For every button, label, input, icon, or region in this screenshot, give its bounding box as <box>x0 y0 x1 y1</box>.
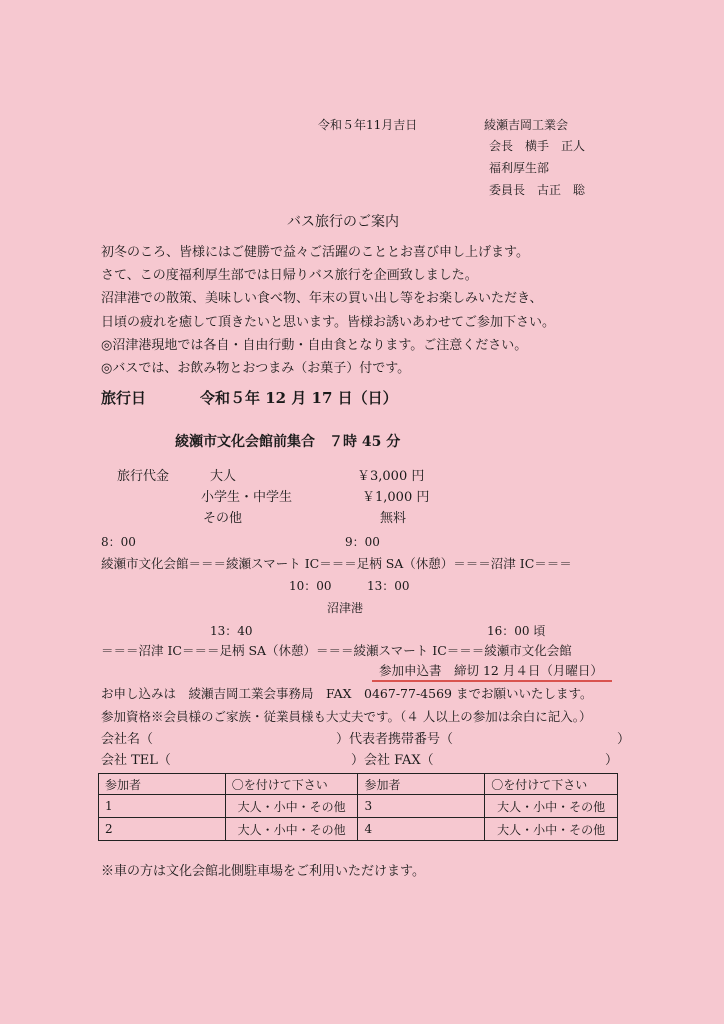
eligibility-note: 参加資格※会員様のご家族・従業員様も大丈夫です。（４ 人以上の参加は余白に記入。） <box>101 709 592 724</box>
category-options[interactable]: 大人・小中・その他 <box>225 818 358 841</box>
return-route: ＝＝＝沼津 IC＝＝＝足柄 SA（休憩）＝＝＝綾瀬スマート IC＝＝＝綾瀬市文化会館 <box>101 643 572 658</box>
body-line: 沼津港での散策、美味しい食べ物、年末の買い出し等をお楽しみいただき、 <box>101 291 543 306</box>
circle-instruction-header: 〇を付けて下さい <box>225 774 358 795</box>
schedule-time: 10：00 <box>289 579 332 593</box>
schedule-time: 8：00 <box>101 535 136 549</box>
fee-price: ￥3,000 円 <box>357 469 425 484</box>
category-options[interactable]: 大人・小中・その他 <box>485 818 618 841</box>
participant-header: 参加者 <box>99 774 226 795</box>
category-options[interactable]: 大人・小中・その他 <box>225 795 358 818</box>
schedule-time: 13：00 <box>367 579 410 593</box>
participant-table <box>98 773 618 841</box>
issue-date: 令和５年11月吉日 <box>318 118 418 132</box>
organization-name: 綾瀬吉岡工業会 <box>484 118 569 132</box>
schedule-time: 16：00 頃 <box>487 624 546 638</box>
committee-chair: 委員長 古正 聡 <box>489 183 586 197</box>
table-header-row <box>99 774 618 795</box>
fee-category: その他 <box>203 511 243 526</box>
rep-phone-field[interactable]: ）代表者携帯番号（ <box>336 732 454 747</box>
deadline-underline <box>372 680 612 682</box>
participant-number[interactable]: 1 <box>99 795 226 818</box>
participant-number[interactable]: 3 <box>358 795 485 818</box>
participant-number[interactable]: 4 <box>358 818 485 841</box>
note-line: ◎バスでは、お飲み物とおつまみ（お菓子）付です。 <box>101 361 411 376</box>
trip-date-label: 旅行日 <box>101 389 147 407</box>
fee-category: 小学生・中学生 <box>201 490 293 505</box>
participant-number[interactable]: 2 <box>99 818 226 841</box>
body-line: さて、この度福利厚生部では日帰りバス旅行を企画致しました。 <box>101 268 478 283</box>
application-deadline: 参加申込書 締切 12 月４日（月曜日） <box>379 663 603 678</box>
department: 福利厚生部 <box>489 161 550 175</box>
body-line: 初冬のころ、皆様にはご健勝で益々ご活躍のこととお喜び申し上げます。 <box>101 245 529 260</box>
note-line: ◎沼津港現地では各自・自由行動・自由食となります。ご注意ください。 <box>101 338 528 353</box>
field-close-paren: ） <box>617 732 631 747</box>
body-line: 日頃の疲れを癒して頂きたいと思います。皆様お誘いあわせてご参加下さい。 <box>101 315 555 330</box>
schedule-time: 9：00 <box>345 535 380 549</box>
table-row <box>99 818 618 841</box>
participant-header: 参加者 <box>358 774 485 795</box>
chairman: 会長 横手 正人 <box>489 139 586 153</box>
destination-port: 沼津港 <box>327 601 364 615</box>
outbound-route: 綾瀬市文化会館＝＝＝綾瀬スマート IC＝＝＝足柄 SA（休憩）＝＝＝沼津 IC＝＝＝ <box>101 556 572 571</box>
fee-label: 旅行代金 <box>117 469 170 484</box>
parking-note: ※車の方は文化会館北側駐車場をご利用いただけます。 <box>101 864 425 879</box>
circle-instruction-header: 〇を付けて下さい <box>485 774 618 795</box>
table-row <box>99 795 618 818</box>
fee-price: ￥1,000 円 <box>362 490 430 505</box>
trip-date: 令和５年 12 月 17 日（日） <box>200 389 398 407</box>
fee-category: 大人 <box>210 469 237 484</box>
category-options[interactable]: 大人・小中・その他 <box>485 795 618 818</box>
fee-price: 無料 <box>380 511 407 526</box>
meeting-info: 綾瀬市文化会館前集合 ７時 45 分 <box>175 434 401 450</box>
company-tel-field[interactable]: 会社 TEL（ <box>101 753 171 768</box>
contact-info: お申し込みは 綾瀬吉岡工業会事務局 FAX 0467-77-4569 までお願いいたします。 <box>101 686 593 701</box>
page-title: バス旅行のご案内 <box>287 214 399 230</box>
field-close-paren: ） <box>605 753 619 768</box>
company-fax-field[interactable]: ）会社 FAX（ <box>351 753 434 768</box>
schedule-time: 13：40 <box>210 624 253 638</box>
company-name-field[interactable]: 会社名（ <box>101 732 154 747</box>
